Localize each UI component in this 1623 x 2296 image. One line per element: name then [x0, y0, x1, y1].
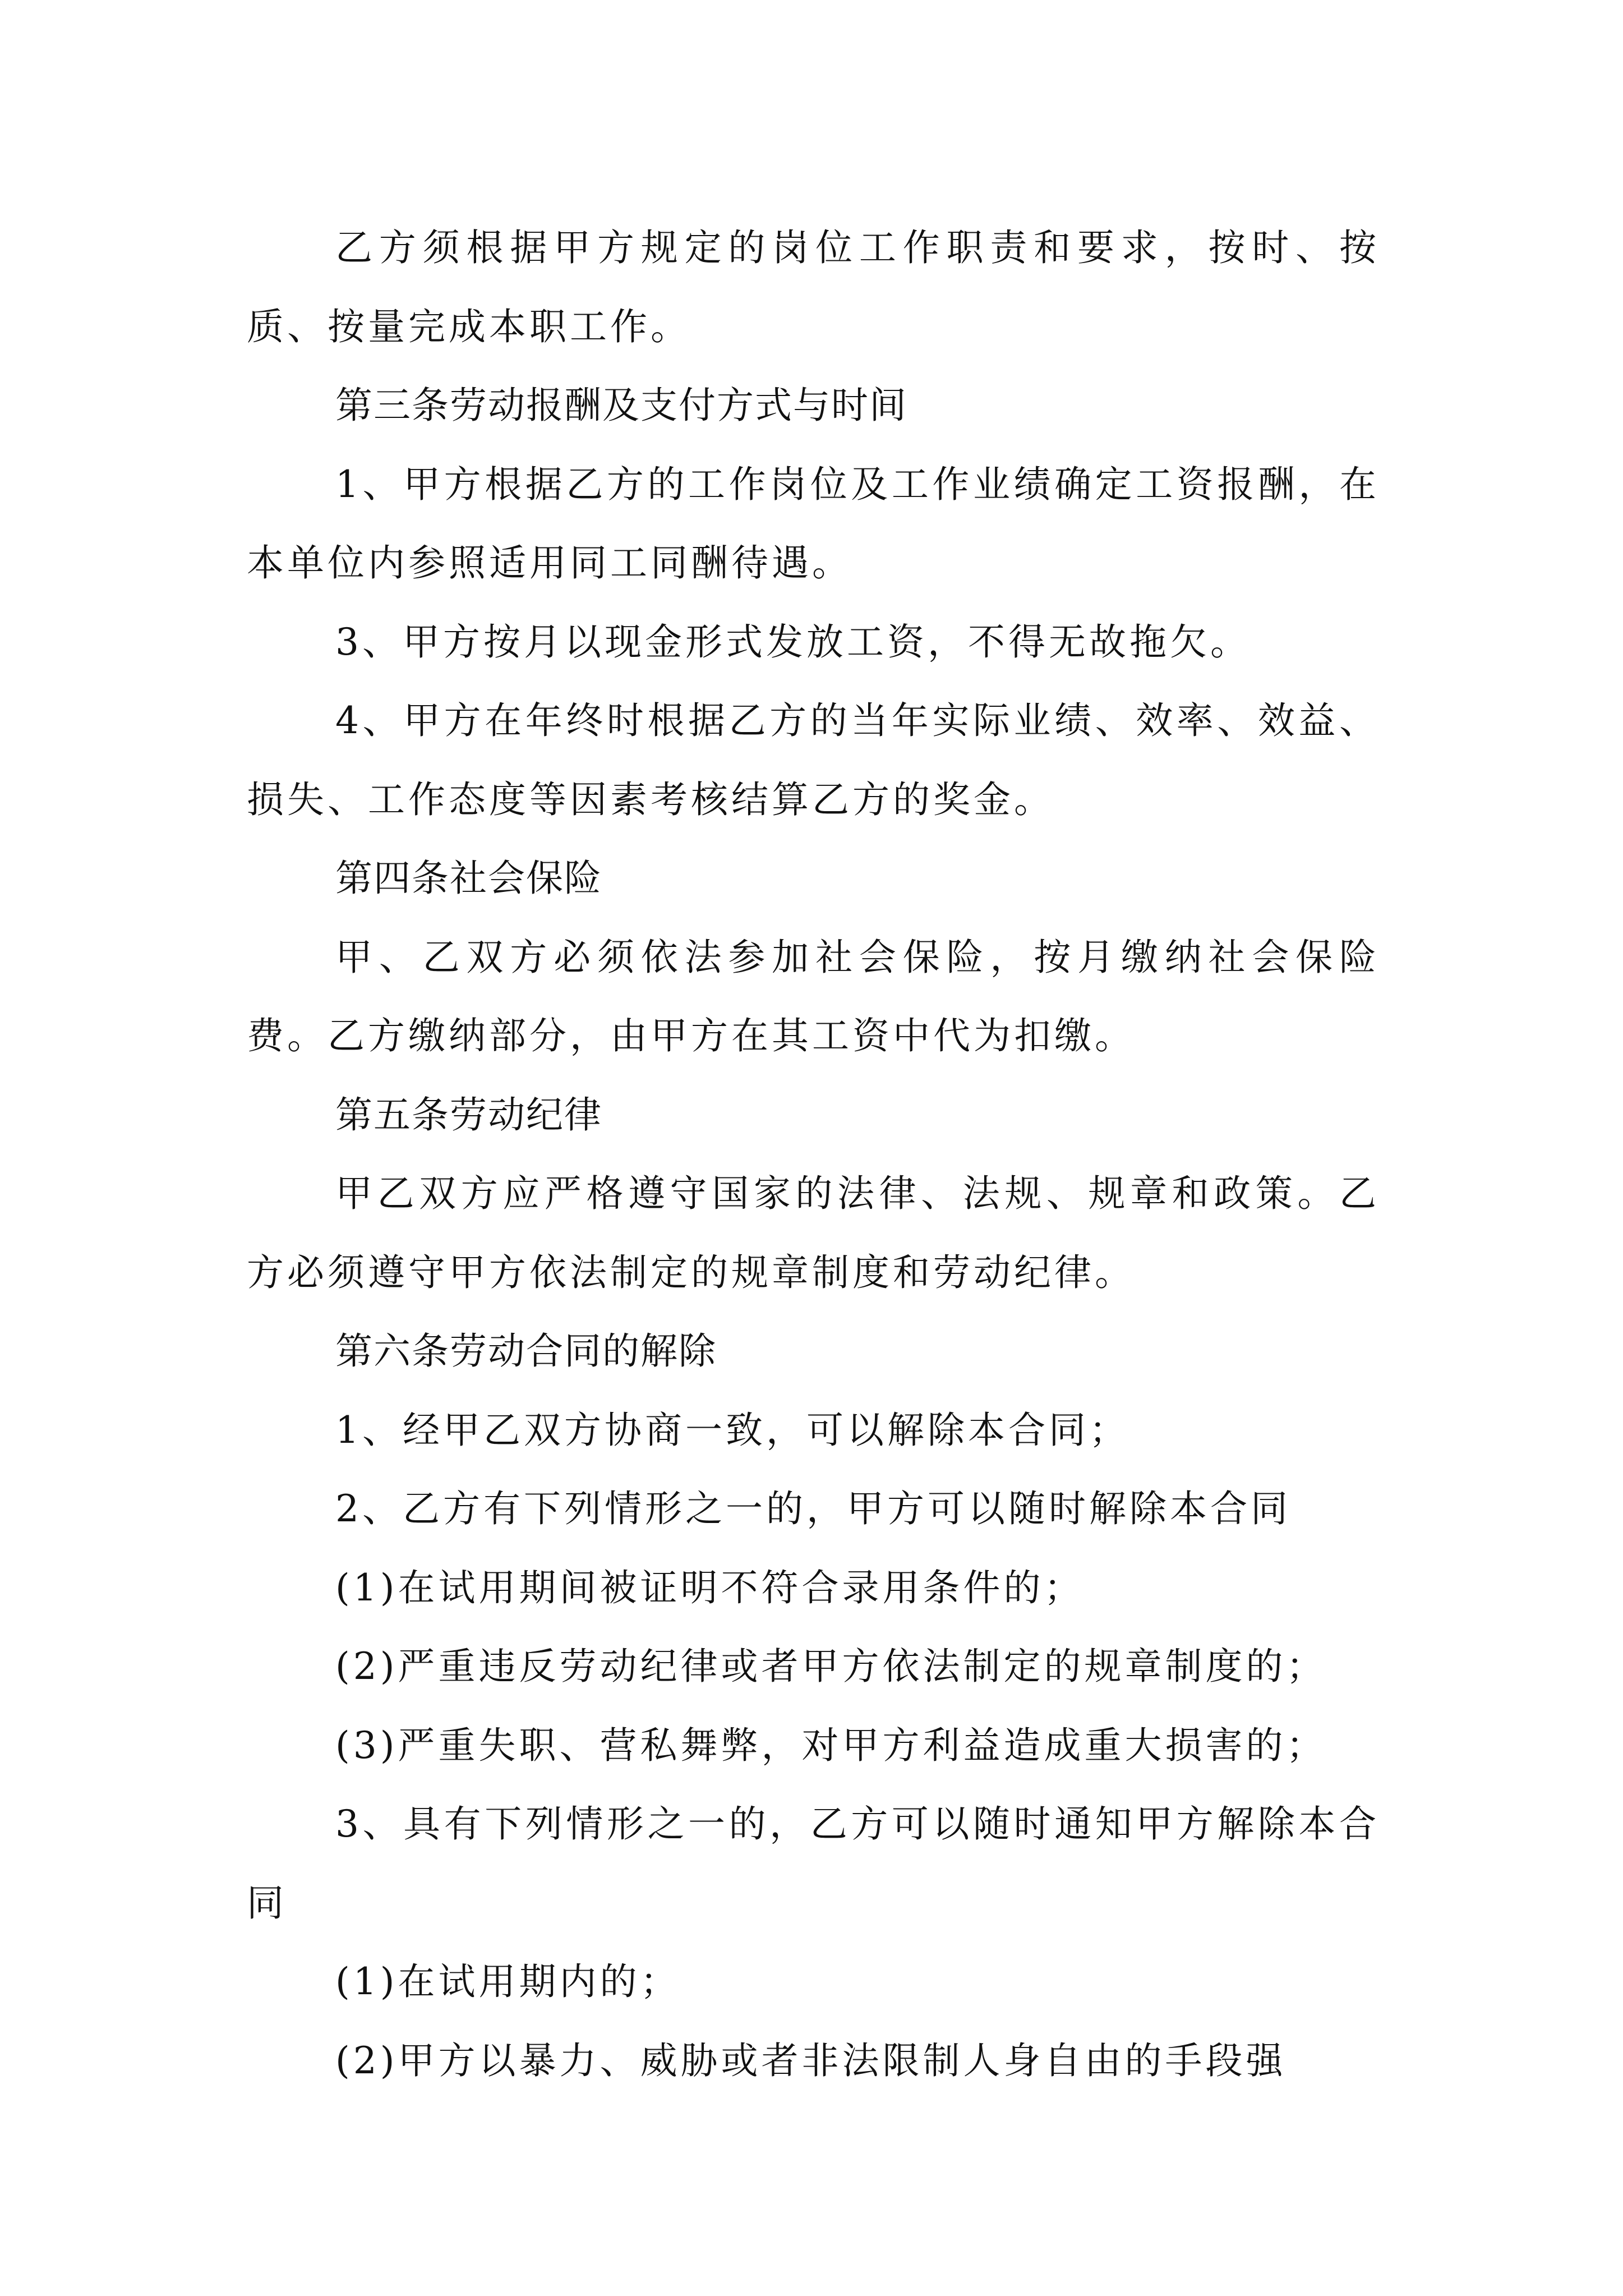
paragraph: 3、甲方按月以现金形式发放工资，不得无故拖欠。 — [335, 620, 1251, 664]
list-item: (1)在试用期间被证明不符合录用条件的； — [335, 1566, 1085, 1609]
list-item: (3)严重失职、营私舞弊，对甲方利益造成重大损害的； — [335, 1723, 1327, 1767]
list-item: (2)甲方以暴力、威胁或者非法限制人身自由的手段强 — [335, 2039, 1287, 2082]
list-item: (1)在试用期内的； — [335, 1960, 681, 2003]
paragraph: 乙方须根据甲方规定的岗位工作职责和要求，按时、按质、按量完成本职工作。 — [247, 226, 1380, 348]
section-heading: 第四条社会保险 — [335, 857, 602, 900]
paragraph: 甲乙双方应严格遵守国家的法律、法规、规章和政策。乙方必须遵守甲方依法制定的规章制度和劳动纪律。 — [247, 1172, 1380, 1294]
list-item: (2)严重违反劳动纪律或者甲方依法制定的规章制度的； — [335, 1645, 1327, 1688]
paragraph: 4、甲方在年终时根据乙方的当年实际业绩、效率、效益、损失、工作态度等因素考核结算乙方的奖金。 — [247, 699, 1380, 821]
paragraph: 1、甲方根据乙方的工作岗位及工作业绩确定工资报酬，在本单位内参照适用同工同酬待遇。 — [247, 462, 1380, 585]
paragraph: 甲、乙双方必须依法参加社会保险，按月缴纳社会保险费。乙方缴纳部分，由甲方在其工资中代为扣缴。 — [247, 935, 1380, 1057]
section-heading: 第六条劳动合同的解除 — [335, 1329, 717, 1373]
list-item: 3、具有下列情形之一的，乙方可以随时通知甲方解除本合同 — [247, 1802, 1380, 1925]
list-item: 2、乙方有下列情形之一的，甲方可以随时解除本合同 — [335, 1487, 1291, 1530]
section-heading: 第五条劳动纪律 — [335, 1093, 602, 1137]
list-item: 1、经甲乙双方协商一致，可以解除本合同； — [335, 1408, 1129, 1452]
section-heading: 第三条劳动报酬及支付方式与时间 — [335, 384, 907, 427]
document-body — [247, 209, 1380, 2100]
